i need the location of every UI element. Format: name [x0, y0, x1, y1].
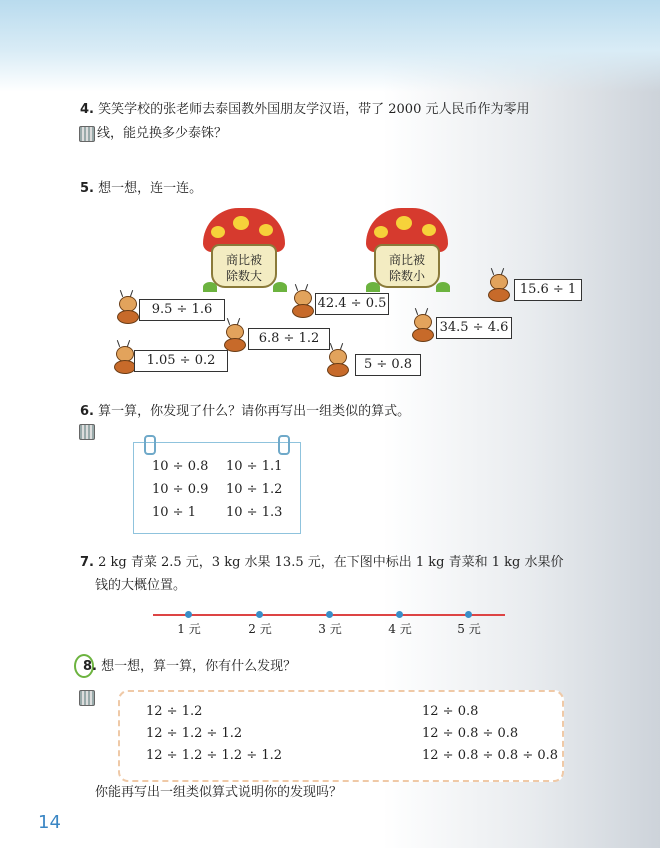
ant-expression: 9.5 ÷ 1.6	[139, 299, 225, 321]
ant-icon	[113, 290, 141, 326]
ant-icon	[484, 268, 512, 304]
q4-text-line2: 线，能兑换多少泰铢？	[97, 126, 228, 141]
mushroom-label	[374, 244, 440, 288]
calculator-icon	[79, 126, 95, 142]
calculator-icon	[79, 424, 95, 440]
mushroom-spot	[374, 226, 388, 238]
q7-line1	[80, 554, 563, 572]
page-number: 14	[38, 812, 61, 833]
q7-text-line2: 钱的大概位置。	[95, 578, 187, 593]
calculator-icon	[79, 690, 95, 706]
ant-expression: 15.6 ÷ 1	[514, 279, 582, 301]
q4-text-line1: 笑笑学校的张老师去泰国教外国朋友学汉语，带了 2000 元人民币作为零用	[98, 102, 530, 117]
mushroom-spot	[233, 216, 249, 230]
q5-number: 5.	[80, 181, 94, 196]
q8-right-expr: 12 ÷ 0.8 ÷ 0.8 ÷ 0.8	[422, 748, 559, 763]
q5-title: 想一想，连一连。	[98, 181, 203, 196]
ant-icon	[288, 284, 316, 320]
q7-text-line1: 2 kg 青菜 2.5 元，3 kg 水果 13.5 元，在下图中标出 1 kg 青菜和 1 kg 水果价	[98, 555, 564, 570]
number-line-label: 5 元	[457, 622, 481, 636]
q4-line1	[80, 101, 529, 119]
q8-right-expr: 12 ÷ 0.8	[422, 704, 479, 719]
number-line-tick	[185, 611, 192, 618]
q6-left-expr: 10 ÷ 0.9	[152, 482, 209, 497]
mushroom-spot	[422, 224, 436, 236]
paperclip-icon	[278, 435, 290, 455]
number-line-label: 3 元	[318, 622, 342, 636]
q8-number: 8.	[83, 659, 97, 674]
q4-number: 4.	[80, 102, 94, 117]
q8-left-expr: 12 ÷ 1.2	[146, 704, 203, 719]
grass-icon	[436, 282, 450, 292]
q8-question: 你能再写出一组类似算式说明你的发现吗？	[95, 785, 343, 800]
grass-icon	[273, 282, 287, 292]
number-line-tick	[326, 611, 333, 618]
mushroom-spot	[211, 226, 225, 238]
number-line-label: 2 元	[248, 622, 272, 636]
number-line-tick	[256, 611, 263, 618]
ant-expression: 6.8 ÷ 1.2	[248, 328, 330, 350]
ant-icon	[323, 343, 351, 379]
q8-title: 想一想，算一算，你有什么发现？	[101, 659, 297, 674]
q6-title: 算一算，你发现了什么？请你再写出一组类似的算式。	[98, 404, 411, 419]
q8-heading	[83, 658, 296, 676]
mushroom-spot	[396, 216, 412, 230]
mushroom-label-line1: 商比被	[388, 253, 425, 267]
grass-icon	[366, 282, 380, 292]
mushroom-label-line2: 除数小	[388, 269, 425, 283]
q6-right-expr: 10 ÷ 1.1	[226, 459, 283, 474]
mushroom-quotient-greater	[203, 208, 285, 290]
paperclip-icon	[144, 435, 156, 455]
q8-left-expr: 12 ÷ 1.2 ÷ 1.2	[146, 726, 243, 741]
mushroom-label-line2: 除数大	[225, 269, 262, 283]
number-line-label: 1 元	[177, 622, 201, 636]
mushroom-label-line1: 商比被	[225, 253, 262, 267]
q6-heading	[80, 403, 410, 421]
ant-expression: 42.4 ÷ 0.5	[315, 293, 389, 315]
q6-number: 6.	[80, 404, 94, 419]
ant-expression: 1.05 ÷ 0.2	[134, 350, 228, 372]
q5-heading	[80, 180, 202, 198]
q8-left-expr: 12 ÷ 1.2 ÷ 1.2 ÷ 1.2	[146, 748, 283, 763]
q6-left-expr: 10 ÷ 0.8	[152, 459, 209, 474]
q6-left-expr: 10 ÷ 1	[152, 505, 196, 520]
q6-expression-board	[133, 442, 301, 534]
q8-right-expr: 12 ÷ 0.8 ÷ 0.8	[422, 726, 519, 741]
ant-expression: 34.5 ÷ 4.6	[436, 317, 512, 339]
q7-number: 7.	[80, 555, 94, 570]
grass-icon	[203, 282, 217, 292]
number-line-tick	[465, 611, 472, 618]
mushroom-label	[211, 244, 277, 288]
q6-right-expr: 10 ÷ 1.3	[226, 505, 283, 520]
number-line-label: 4 元	[388, 622, 412, 636]
ant-expression: 5 ÷ 0.8	[355, 354, 421, 376]
q6-right-expr: 10 ÷ 1.2	[226, 482, 283, 497]
mushroom-spot	[259, 224, 273, 236]
number-line-tick	[396, 611, 403, 618]
ant-icon	[220, 318, 248, 354]
mushroom-quotient-less	[366, 208, 448, 290]
ant-icon	[408, 308, 436, 344]
q8-expression-panel	[118, 690, 564, 782]
header-band	[0, 0, 660, 92]
